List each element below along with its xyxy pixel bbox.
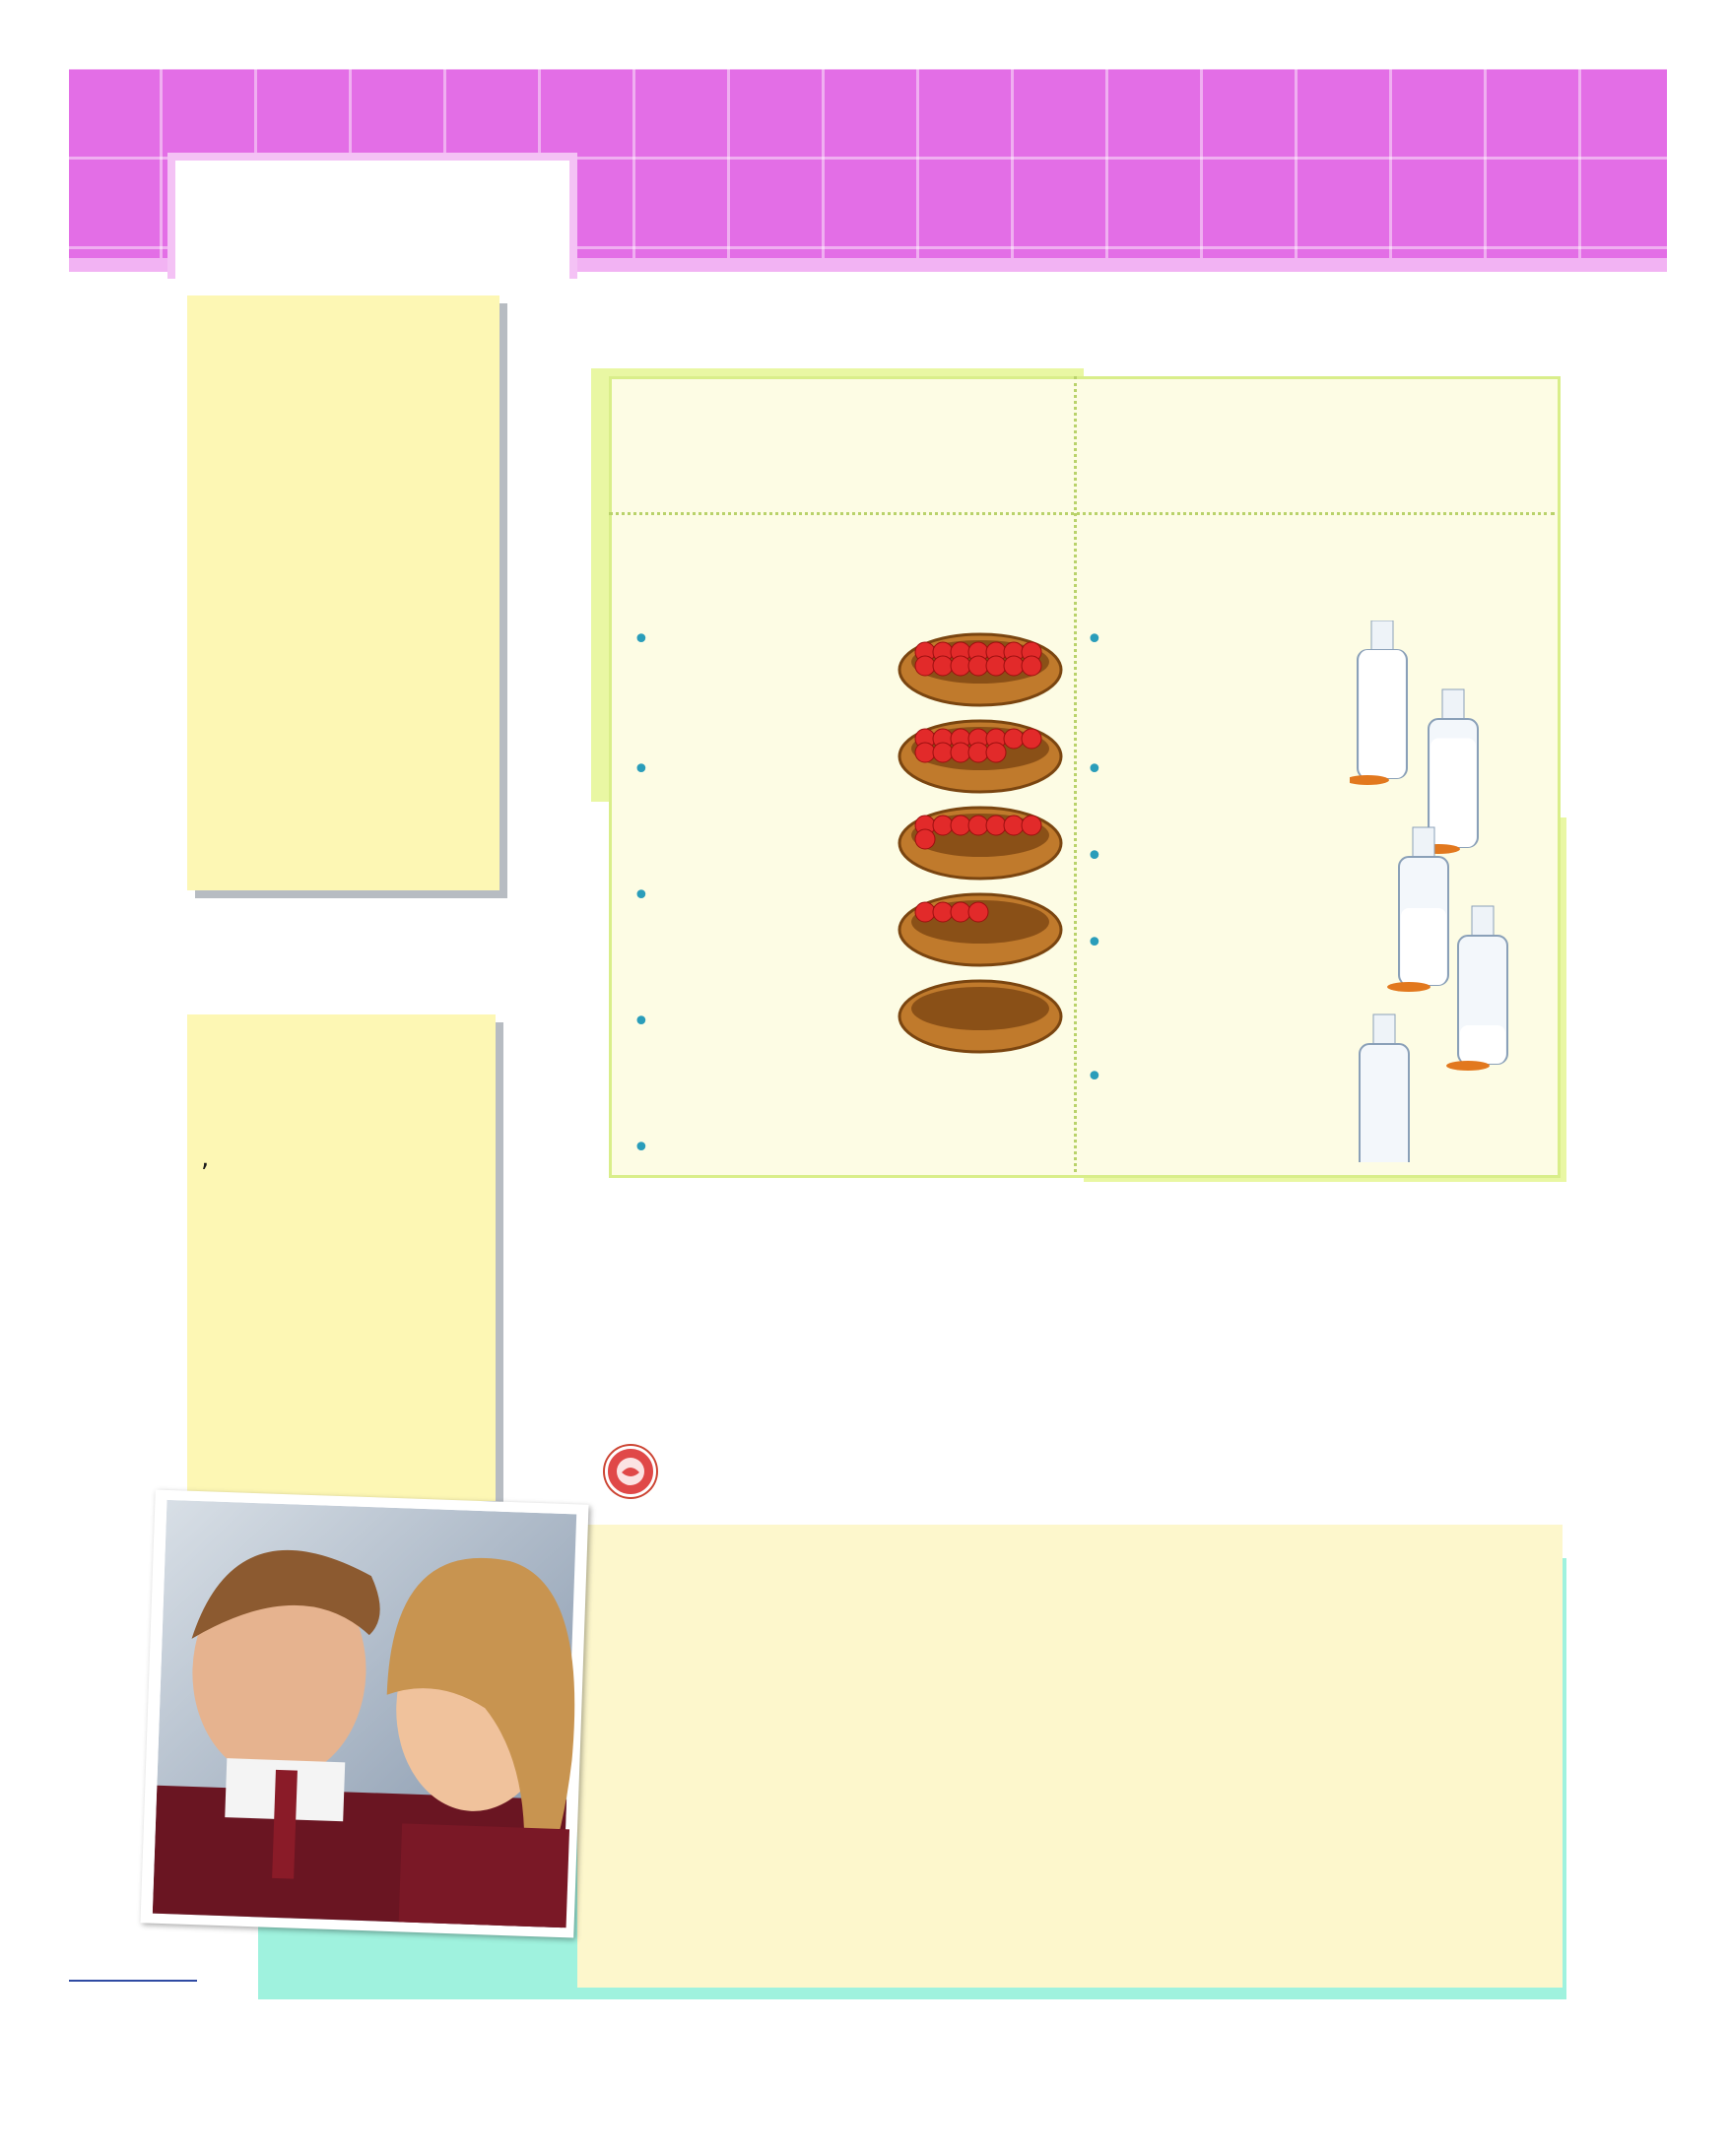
note-body: , <box>201 1143 210 1173</box>
dialog-box <box>577 1525 1563 1988</box>
students-photo <box>152 1500 600 1948</box>
apple-basket <box>899 721 1061 792</box>
note-box-quantifiers <box>187 295 499 890</box>
milk-bottle <box>1446 906 1507 1071</box>
table-divider <box>1074 376 1077 1172</box>
apple-basket <box>899 634 1061 705</box>
apple-basket-illustrations <box>892 630 1069 1162</box>
quantifier-item: • <box>1086 926 1103 960</box>
section-heading <box>595 292 613 332</box>
countable-definition <box>632 380 1066 554</box>
quantifier-item: • <box>1086 752 1103 787</box>
quantifier-item: • <box>1086 1060 1103 1094</box>
apple-basket <box>899 808 1061 879</box>
milk-bottle <box>1350 621 1407 785</box>
milk-bottle <box>1350 1014 1409 1162</box>
apple-basket <box>899 981 1061 1052</box>
quantifier-item: • <box>632 879 650 913</box>
exercise-1-instruction <box>601 1211 1586 1255</box>
quantifier-item: • <box>632 752 650 787</box>
quantifier-item: • <box>632 1131 650 1165</box>
photo-frame <box>140 1489 588 1937</box>
quantifier-item: • <box>632 1005 650 1039</box>
apple-basket <box>899 894 1061 965</box>
uncountable-definition <box>1088 380 1551 554</box>
footer-rule <box>69 1980 197 1982</box>
note-box-singular-plural <box>187 1014 496 1501</box>
quantifier-item: • <box>1086 622 1103 657</box>
quantifier-item: • <box>632 622 650 657</box>
quantifier-item: • <box>1086 839 1103 874</box>
title-box <box>167 153 577 279</box>
game-icon <box>605 1446 656 1497</box>
milk-bottle-illustrations <box>1350 621 1547 1162</box>
